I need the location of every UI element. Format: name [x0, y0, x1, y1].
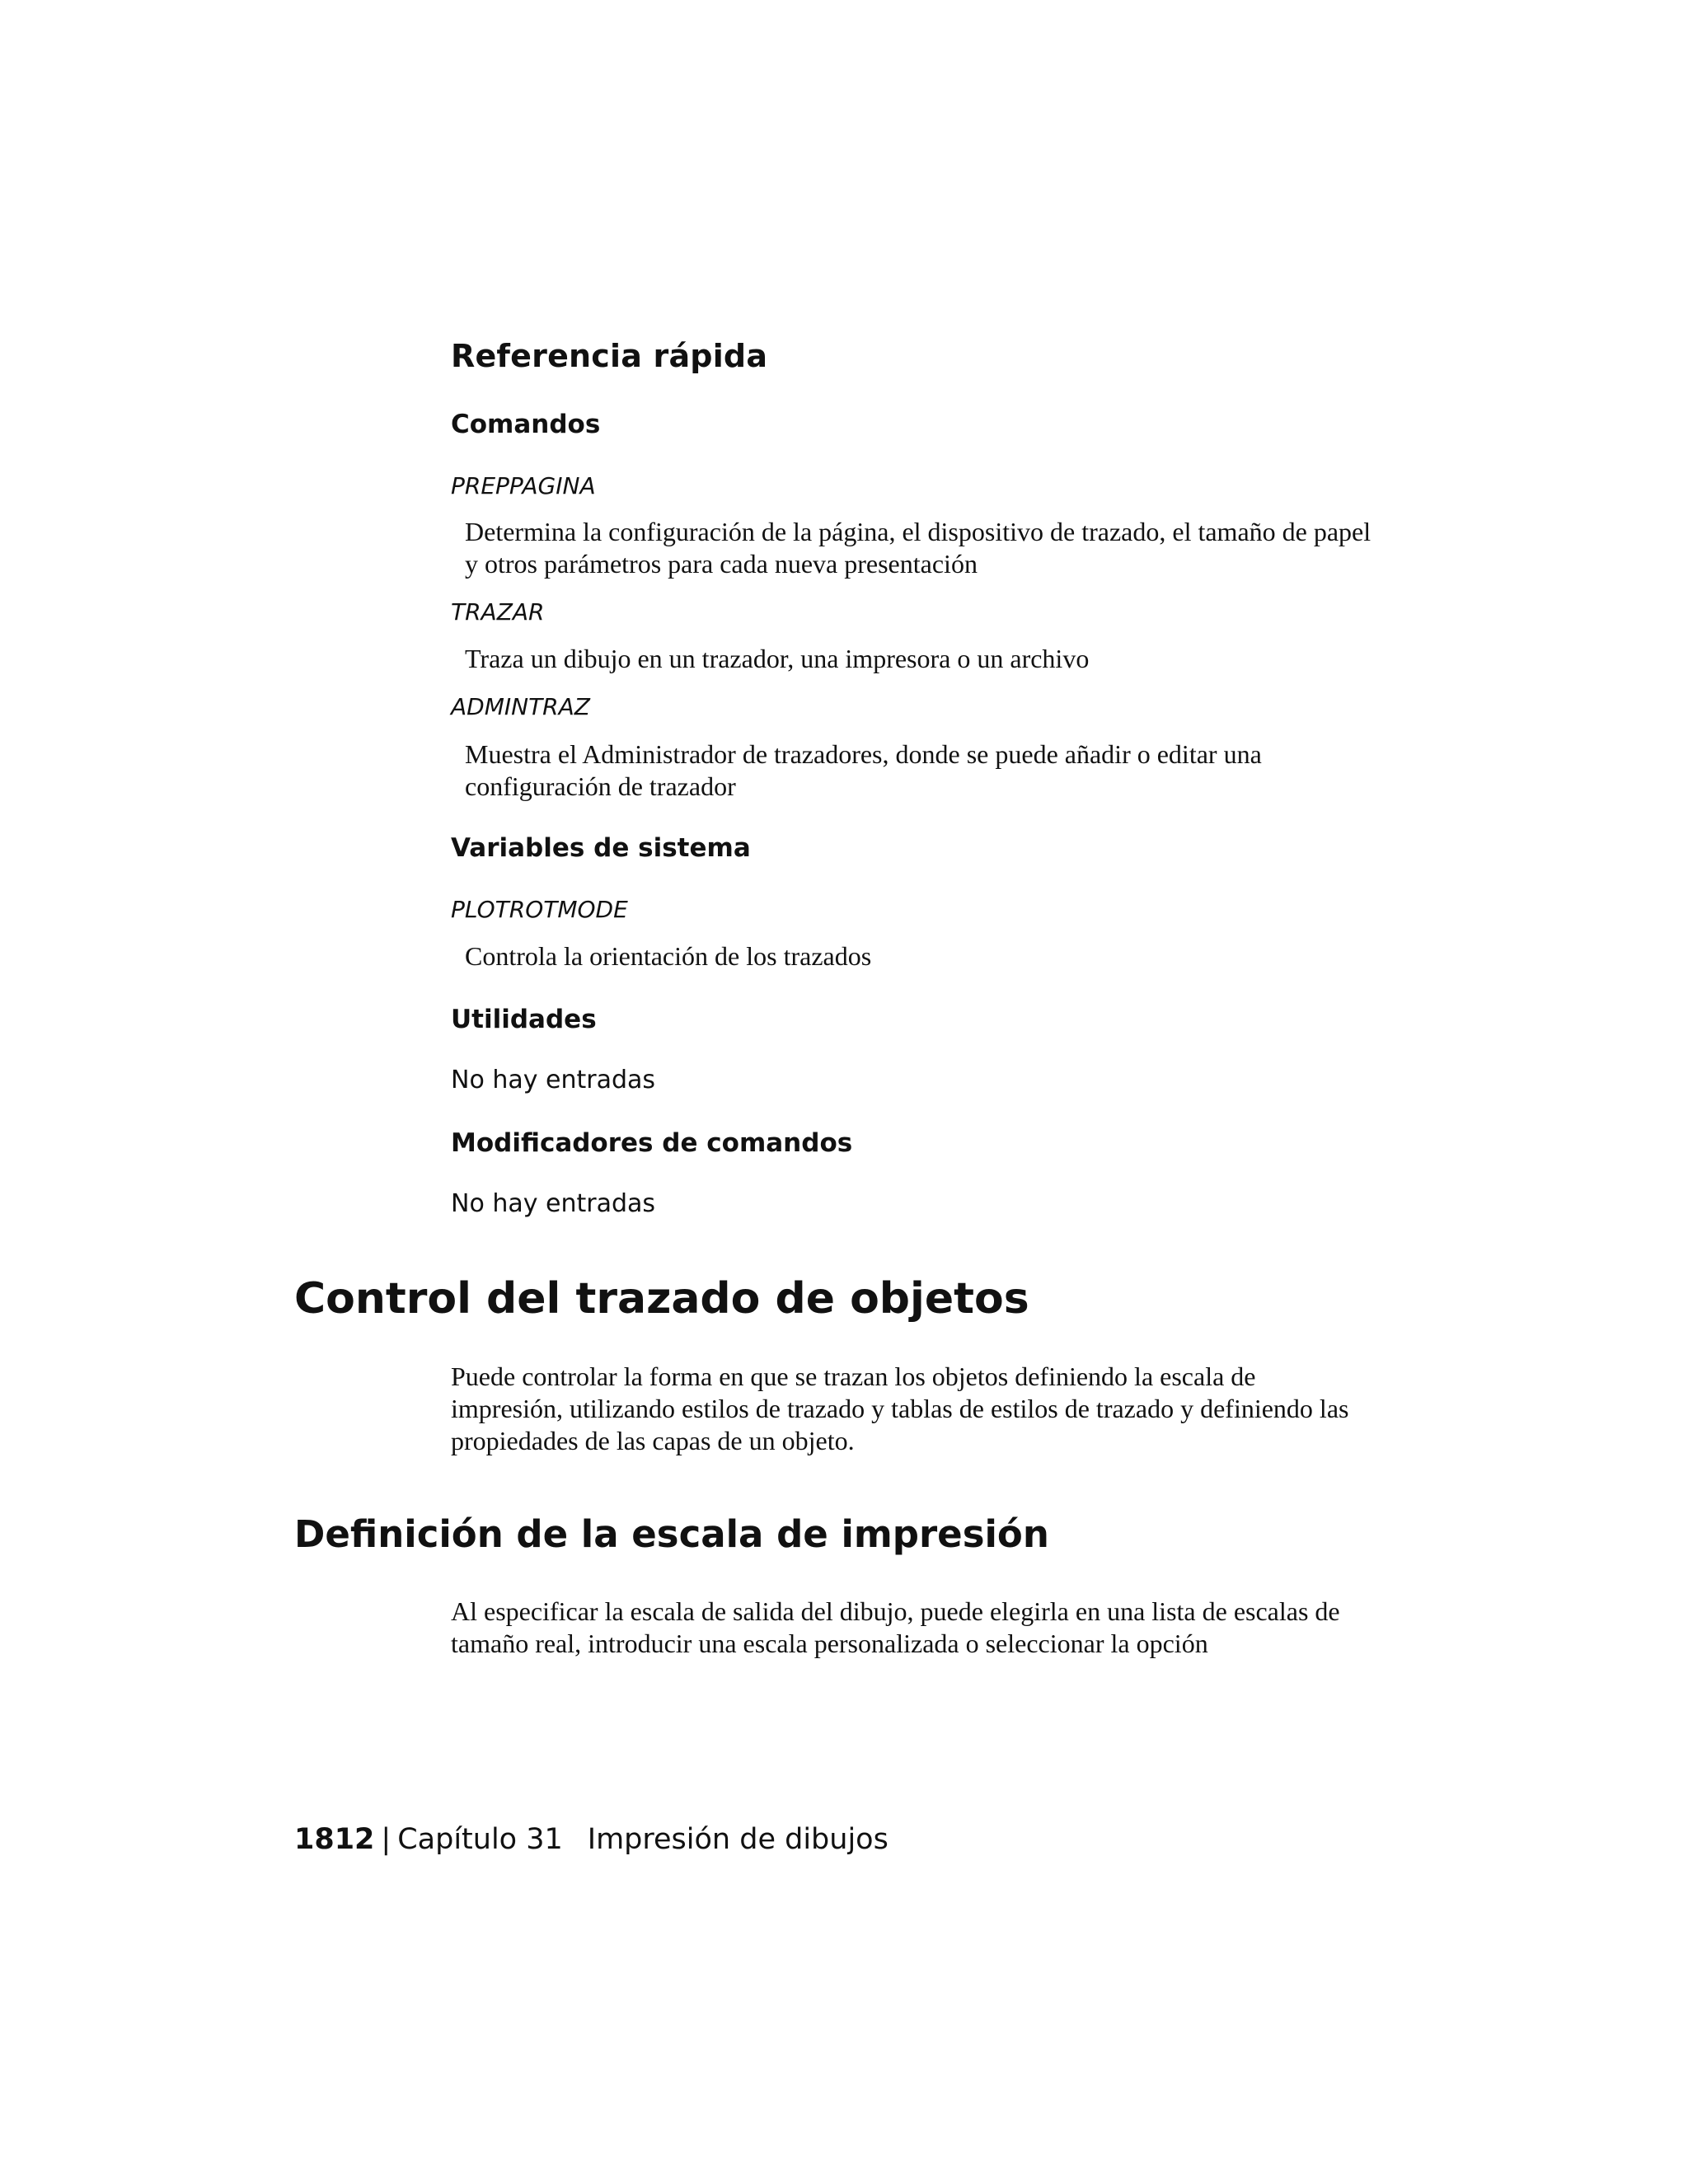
- sysvar-name-plotrotmode: PLOTROTMODE: [451, 896, 628, 923]
- page-footer: [294, 1823, 889, 1856]
- command-name-admintraz: ADMINTRAZ: [451, 693, 590, 720]
- command-modifiers-heading: Modificadores de comandos: [451, 1128, 853, 1158]
- utilities-heading: Utilidades: [451, 1005, 597, 1034]
- footer-separator: |: [381, 1823, 392, 1856]
- utilities-text: No hay entradas: [451, 1066, 656, 1094]
- command-name-preppagina: PREPPAGINA: [451, 472, 596, 499]
- command-description-trazar: Traza un dibujo en un trazador, una impresora o un archivo: [465, 644, 1090, 673]
- sysvar-description-plotrotmode: Controla la orientación de los trazados: [465, 941, 872, 971]
- page-number: 1812: [294, 1823, 375, 1856]
- command-description-admintraz: Muestra el Administrador de trazadores, donde se puede añadir o editar una configuración de trazador: [465, 739, 1262, 801]
- quick-reference-heading: Referencia rápida: [451, 338, 768, 374]
- section-body-control: Puede controlar la forma en que se trazan los objetos definiendo la escala de impresión, utilizando estilos de trazado y tablas de estilos de trazado y definiendo las propiedades de las capas de un objeto.: [451, 1361, 1349, 1455]
- section-title-scale: Definición de la escala de impresión: [294, 1512, 1049, 1556]
- command-name-trazar: TRAZAR: [451, 598, 545, 626]
- command-description-preppagina: Determina la configuración de la página, el dispositivo de trazado, el tamaño de papel y otros parámetros para cada nueva presentación: [465, 517, 1372, 579]
- command-modifiers-text: No hay entradas: [451, 1189, 656, 1218]
- commands-heading: Comandos: [451, 410, 601, 439]
- chapter-label: Capítulo 31: [397, 1823, 563, 1856]
- chapter-title: Impresión de dibujos: [587, 1823, 889, 1856]
- section-title-control: Control del trazado de objetos: [294, 1274, 1029, 1324]
- section-body-scale: Al especificar la escala de salida del dibujo, puede elegirla en una lista de escalas de tamaño real, introducir una escala personalizada o seleccionar la opción: [451, 1596, 1340, 1658]
- system-variables-heading: Variables de sistema: [451, 833, 751, 863]
